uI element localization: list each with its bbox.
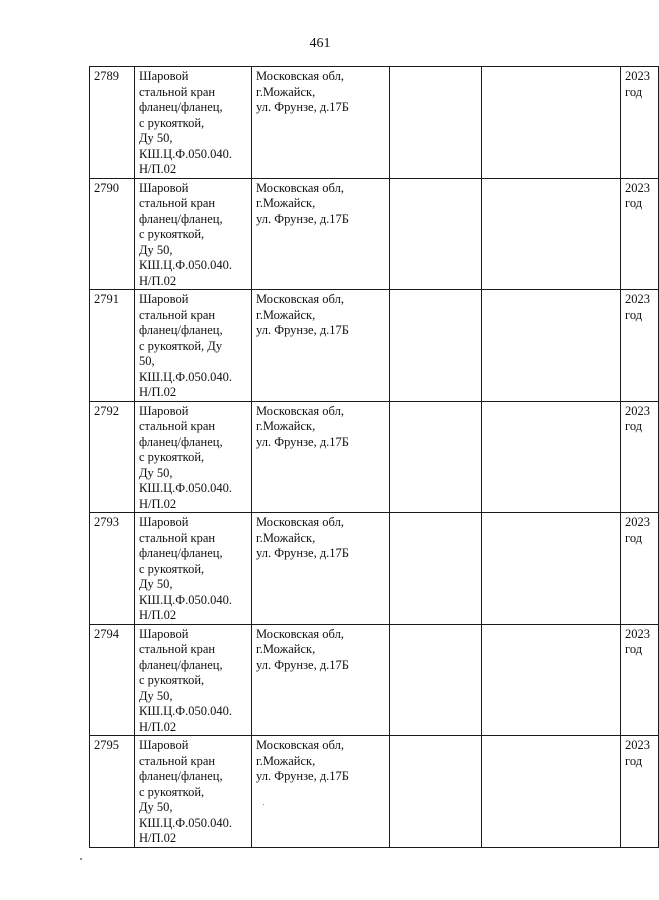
year-line: 2023 (625, 626, 650, 641)
table-row (90, 290, 659, 402)
row-number-cell (90, 736, 135, 848)
item-name-line: стальной кран (139, 84, 216, 99)
address-line: Московская обл, (256, 292, 344, 306)
item-name-line: фланец/фланец, (139, 546, 223, 560)
item-name-line: стальной кран (139, 307, 216, 322)
item-name-line: с рукояткой, (139, 673, 205, 687)
item-name-line: с рукояткой, (139, 227, 205, 241)
table-row (90, 513, 659, 625)
item-name-cell (135, 178, 252, 290)
address-line: ул. Фрунзе, д.17Б (256, 211, 349, 226)
row-number: 2791 (94, 292, 119, 306)
empty-cell (390, 67, 482, 179)
row-number-cell (90, 513, 135, 625)
item-name-line: КШ.Ц.Ф.050.040. (139, 704, 232, 718)
item-name-line: КШ.Ц.Ф.050.040. (139, 146, 232, 161)
item-name-line: Шаровой (139, 180, 189, 195)
row-number-cell (90, 624, 135, 736)
item-name-line: стальной кран (139, 419, 216, 433)
empty-cell (390, 178, 482, 290)
registry-table (89, 66, 659, 848)
address-line: г.Можайск, (256, 196, 316, 210)
year-line: 2023 (625, 403, 650, 418)
registry-table-body (90, 67, 659, 848)
year-cell (621, 624, 659, 736)
table-row (90, 736, 659, 848)
year-line: 2023 (625, 292, 650, 306)
item-name-line: КШ.Ц.Ф.050.040. (139, 258, 232, 272)
scan-speck (80, 858, 82, 860)
year-line: год (625, 84, 643, 99)
address-cell (252, 624, 390, 736)
empty-cell (390, 736, 482, 848)
address-line: г.Можайск, (256, 642, 316, 656)
empty-cell (482, 290, 621, 402)
item-name-line: фланец/фланец, (139, 323, 223, 337)
empty-cell (482, 513, 621, 625)
year-line: год (625, 753, 643, 768)
address-line: г.Можайск, (256, 84, 316, 99)
row-number-cell (90, 67, 135, 179)
year-cell (621, 178, 659, 290)
year-line: 2023 (625, 738, 650, 752)
row-number-cell (90, 178, 135, 290)
address-line: г.Можайск, (256, 307, 316, 322)
item-name-line: фланец/фланец, (139, 657, 223, 672)
item-name-cell (135, 513, 252, 625)
address-line: ул. Фрунзе, д.17Б (256, 323, 349, 337)
year-line: год (625, 307, 643, 322)
item-name-cell (135, 401, 252, 513)
item-name-line: Н/П.02 (139, 831, 177, 845)
item-name-line: Шаровой (139, 403, 189, 418)
address-cell (252, 513, 390, 625)
address-line: Московская обл, (256, 738, 344, 752)
item-name-line: стальной кран (139, 530, 216, 545)
address-line: Московская обл, (256, 69, 344, 83)
item-name-line: Н/П.02 (139, 719, 177, 734)
year-line: год (625, 642, 643, 656)
year-line: 2023 (625, 69, 650, 83)
item-name-line: с рукояткой, Ду (139, 338, 223, 353)
empty-cell (482, 736, 621, 848)
address-cell (252, 736, 390, 848)
item-name-line: фланец/фланец, (139, 434, 223, 449)
item-name-line: Н/П.02 (139, 496, 177, 511)
address-line: ул. Фрунзе, д.17Б (256, 546, 349, 560)
row-number: 2792 (94, 403, 119, 418)
table-row (90, 178, 659, 290)
empty-cell (482, 178, 621, 290)
item-name-line: фланец/фланец, (139, 211, 223, 226)
year-line: год (625, 419, 643, 433)
item-name-line: Ду 50, (139, 800, 173, 814)
item-name-line: КШ.Ц.Ф.050.040. (139, 369, 232, 384)
address-line: Московская обл, (256, 403, 344, 418)
item-name-cell (135, 67, 252, 179)
item-name-line: Шаровой (139, 69, 189, 83)
address-line: г.Можайск, (256, 530, 316, 545)
year-line: год (625, 530, 643, 545)
scan-speck (263, 804, 264, 805)
empty-cell (390, 513, 482, 625)
item-name-line: Ду 50, (139, 242, 173, 257)
item-name-line: Н/П.02 (139, 273, 177, 288)
item-name-cell (135, 290, 252, 402)
table-row (90, 67, 659, 179)
item-name-line: с рукояткой, (139, 784, 205, 799)
item-name-line: с рукояткой, (139, 561, 205, 576)
year-cell (621, 290, 659, 402)
item-name-line: Ду 50, (139, 465, 173, 480)
item-name-line: стальной кран (139, 642, 216, 656)
year-line: год (625, 196, 643, 210)
table-row (90, 401, 659, 513)
address-line: г.Можайск, (256, 419, 316, 433)
item-name-line: Шаровой (139, 292, 189, 306)
address-cell (252, 178, 390, 290)
address-line: Московская обл, (256, 515, 344, 529)
item-name-line: Н/П.02 (139, 608, 177, 622)
row-number-cell (90, 290, 135, 402)
item-name-line: с рукояткой, (139, 115, 205, 130)
item-name-line: Ду 50, (139, 688, 173, 703)
page-number: 461 (309, 36, 331, 51)
item-name-line: Н/П.02 (139, 162, 177, 176)
row-number: 2790 (94, 180, 119, 195)
year-line: 2023 (625, 515, 650, 529)
item-name-line: стальной кран (139, 196, 216, 210)
empty-cell (390, 401, 482, 513)
empty-cell (482, 67, 621, 179)
item-name-line: КШ.Ц.Ф.050.040. (139, 815, 232, 830)
item-name-line: Н/П.02 (139, 385, 177, 399)
empty-cell (482, 624, 621, 736)
address-line: г.Можайск, (256, 753, 316, 768)
item-name-line: Ду 50, (139, 577, 173, 591)
address-cell (252, 67, 390, 179)
year-cell (621, 67, 659, 179)
address-line: Московская обл, (256, 180, 344, 195)
empty-cell (390, 290, 482, 402)
item-name-line: КШ.Ц.Ф.050.040. (139, 481, 232, 495)
row-number: 2794 (94, 626, 119, 641)
table-row (90, 624, 659, 736)
item-name-line: с рукояткой, (139, 450, 205, 464)
item-name-line: КШ.Ц.Ф.050.040. (139, 592, 232, 607)
row-number: 2795 (94, 738, 119, 752)
item-name-line: Шаровой (139, 738, 189, 752)
address-line: ул. Фрунзе, д.17Б (256, 769, 349, 783)
item-name-line: стальной кран (139, 753, 216, 768)
item-name-line: фланец/фланец, (139, 100, 223, 114)
year-cell (621, 513, 659, 625)
year-line: 2023 (625, 180, 650, 195)
empty-cell (482, 401, 621, 513)
row-number: 2793 (94, 515, 119, 529)
item-name-line: Шаровой (139, 515, 189, 529)
address-line: ул. Фрунзе, д.17Б (256, 657, 349, 672)
item-name-cell (135, 736, 252, 848)
empty-cell (390, 624, 482, 736)
address-line: Московская обл, (256, 626, 344, 641)
year-cell (621, 401, 659, 513)
row-number-cell (90, 401, 135, 513)
address-cell (252, 401, 390, 513)
address-line: ул. Фрунзе, д.17Б (256, 100, 349, 114)
item-name-line: Ду 50, (139, 131, 173, 145)
item-name-cell (135, 624, 252, 736)
item-name-line: фланец/фланец, (139, 769, 223, 783)
address-cell (252, 290, 390, 402)
item-name-line: Шаровой (139, 626, 189, 641)
year-cell (621, 736, 659, 848)
item-name-line: 50, (139, 354, 155, 368)
address-line: ул. Фрунзе, д.17Б (256, 434, 349, 449)
row-number: 2789 (94, 69, 119, 83)
